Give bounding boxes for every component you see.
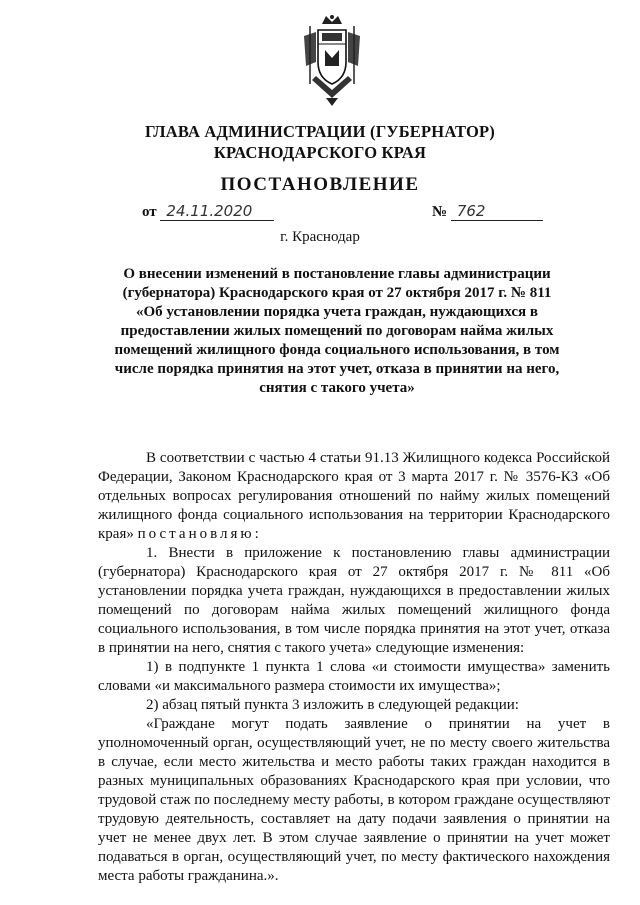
paragraph-subitem-1: 1) в подпункте 1 пункта 1 слова «и стоимости имущества» заменить словами «и максимального размера стоимости их имущества»; <box>98 659 610 694</box>
document-body <box>98 449 610 886</box>
document-type: ПОСТАНОВЛЕНИЕ <box>220 174 420 195</box>
authority-title: ГЛАВА АДМИНИСТРАЦИИ (ГУБЕРНАТОР) <box>145 122 495 141</box>
document-subject: О внесении изменений в постановление главы администрации (губернатора) Краснодарского края от 27 октября 2017 г. № 811 «Об установлении порядка учета граждан, нуждающихся в предоставлении жилых помещений по договорам найма жилых помещений жилищного фонда социального использования, в том числе порядка принятия на этот учет, отказа в принятии на него, снятия с такого учета» <box>114 266 560 396</box>
region-title: КРАСНОДАРСКОГО КРАЯ <box>213 143 427 162</box>
number-label: № <box>432 204 448 220</box>
preamble-text: В соответствии с частью 4 статьи 91.13 Жилищного кодекса Российской Федерации, Законом Краснодарского края от 3 марта 2017 г. № 3576-КЗ «Об отдельных вопросах регулирования отношений по найму жилых помещений жилищного фонда социального использования на территории Краснодарского края» <box>98 450 610 542</box>
paragraph-preamble <box>98 449 610 544</box>
paragraph-item-1: 1. Внести в приложение к постановлению главы администрации (губернатора) Краснодарского края от 27 октября 2017 г. № 811 «Об установлении порядка учета граждан, нуждающихся в предоставлении жилых помещений по договорам найма жилых помещений жилищного фонда социального использования, в том числе порядка принятия на этот учет, отказа в принятии на него, снятия с такого учета» следующие изменения: <box>98 545 610 656</box>
coat-of-arms-icon <box>296 14 368 108</box>
resolve-word: постановляю: <box>137 526 262 542</box>
paragraph-subitem-2: 2) абзац пятый пункта 3 изложить в следующей редакции: <box>146 697 519 713</box>
city-line: г. Краснодар <box>280 229 360 245</box>
paragraph-new-wording: «Граждане могут подать заявление о принятии на учет в уполномоченный орган, осуществляющий учет, не по месту своего жительства в случае, если место жительства и место работы таких граждан находится в разных муниципальных образованиях Краснодарского края при условии, что трудовой стаж по последнему месту работы, в котором граждане осуществляют трудовую деятельность, составляет на дату подачи заявления о принятии на учет не менее двух лет. В этом случае заявление о принятии на учет может подаваться в орган, осуществляющий учет, по месту фактического нахождения места работы гражданина.». <box>98 716 610 884</box>
date-block <box>142 203 274 221</box>
number-value: 762 <box>451 203 543 221</box>
number-block <box>432 203 543 221</box>
date-value: 24.11.2020 <box>160 203 274 221</box>
date-label: от <box>142 204 157 220</box>
